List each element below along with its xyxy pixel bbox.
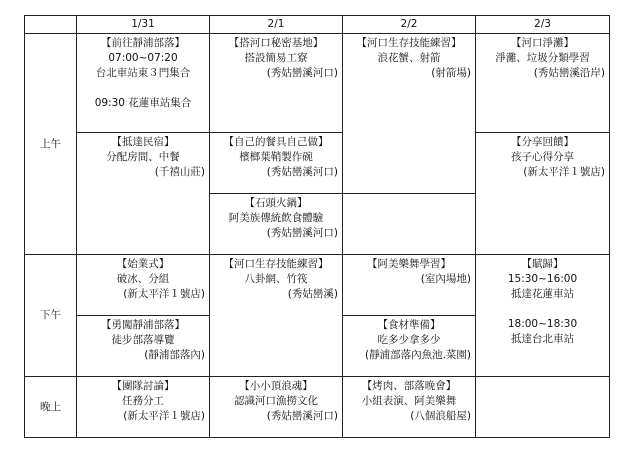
activity-title: 【河口淨灘】: [511, 37, 574, 49]
cell-d3-evening: [343, 377, 476, 438]
activity-title: 【賦歸】: [521, 258, 564, 270]
cell-d4-afternoon-1: [476, 255, 610, 377]
cell-d1-morning-1: [77, 34, 210, 133]
header-corner: [25, 16, 77, 34]
cell-d1-afternoon-1: [77, 255, 210, 316]
activity-place: (秀姑巒溪河口): [266, 166, 338, 178]
activity-title: 【石頭火鍋】: [244, 197, 308, 209]
activity-detail: 吃多少拿多少: [377, 334, 441, 346]
activity-detail: 搭設簡易工寮: [244, 52, 308, 64]
activity-place: (千禧山莊): [154, 166, 205, 178]
activity-place: (新太平洋１號店): [123, 410, 205, 422]
activity-title: 【烤肉、部落晚會】: [361, 380, 457, 392]
activity-title: 【分享回饋】: [511, 136, 574, 148]
activity-detail: 台北車站東３門集合: [95, 67, 191, 79]
activity-place: (秀姑巒溪河口): [266, 410, 338, 422]
header-row: [25, 16, 610, 34]
activity-title: 【勇闖靜浦部落】: [101, 319, 185, 331]
activity-title: 【始業式】: [116, 258, 170, 270]
activity-place: (秀姑巒溪): [287, 288, 338, 300]
cell-d3-morning-1: [343, 34, 476, 194]
activity-place: (秀姑巒溪河口): [266, 227, 338, 239]
activity-title: 【抵達民宿】: [111, 136, 175, 148]
morning-row-2: [25, 133, 610, 194]
morning-row-1: [25, 34, 610, 133]
schedule-table: [24, 15, 610, 438]
activity-place: (新太平洋１號店): [523, 166, 605, 178]
activity-title: 【小小頂浪魂】: [239, 380, 313, 392]
activity-detail: 八卦網、竹筏: [244, 273, 308, 285]
cell-d3-afternoon-2: [343, 316, 476, 377]
activity-place: (靜浦部落內): [144, 349, 205, 361]
header-day-1: 1/31: [77, 16, 210, 34]
activity-place: (八個浪船屋): [410, 410, 471, 422]
activity-title: 【食材準備】: [377, 319, 441, 331]
header-day-2: 2/1: [210, 16, 343, 34]
cell-d2-morning-2: [210, 133, 343, 194]
activity-title: 【河口生存技能練習】: [356, 37, 462, 49]
activity-place: (新太平洋１號店): [123, 288, 205, 300]
activity-place: (秀姑巒溪河口): [266, 67, 338, 79]
activity-detail: 浪花蟹、射箭: [377, 52, 441, 64]
activity-title: 【前往靜浦部落】: [101, 37, 185, 49]
activity-detail: 阿美族傳統飲食體驗: [228, 212, 324, 224]
activity-detail: 檳榔葉鞘製作碗: [239, 151, 313, 163]
cell-d4-morning-1: [476, 34, 610, 133]
cell-d2-morning-1: [210, 34, 343, 133]
activity-title: 【搭河口秘密基地】: [228, 37, 324, 49]
activity-place: (秀姑巒溪沿岸): [533, 67, 605, 79]
activity-place: (室內場地): [420, 273, 471, 285]
cell-d3-morning-empty: [343, 194, 476, 255]
cell-d4-morning-2: [476, 133, 610, 255]
activity-detail: 09:30 花蓮車站集合: [94, 97, 192, 109]
header-day-3: 2/2: [343, 16, 476, 34]
header-day-4: 2/3: [476, 16, 610, 34]
activity-title: 【團隊討論】: [111, 380, 175, 392]
activity-detail: 淨灘、垃圾分類學習: [495, 52, 590, 64]
activity-detail: 任務分工: [122, 395, 164, 407]
cell-d2-evening: [210, 377, 343, 438]
slot-afternoon: 下午: [25, 255, 77, 377]
cell-d1-morning-2: [77, 133, 210, 255]
cell-d3-afternoon-1: [343, 255, 476, 316]
cell-d4-evening-empty: [476, 377, 610, 438]
activity-detail: 破冰、分組: [116, 273, 170, 285]
cell-d1-afternoon-2: [77, 316, 210, 377]
slot-morning: 上午: [25, 34, 77, 255]
activity-place: (靜浦部落內魚池.菜園): [364, 349, 471, 361]
activity-time: 15:30~16:00: [507, 273, 578, 285]
cell-d2-afternoon-1: [210, 255, 343, 377]
activity-title: 【河口生存技能練習】: [223, 258, 329, 270]
activity-detail: 抵達台北車站: [511, 333, 574, 345]
activity-place: (射箭場): [431, 67, 471, 79]
activity-detail: 分配房間、中餐: [106, 151, 180, 163]
activity-detail: 徒步部落導覽: [111, 334, 175, 346]
afternoon-row-1: [25, 255, 610, 316]
activity-detail: 孩子心得分享: [511, 151, 574, 163]
evening-row: [25, 377, 610, 438]
activity-detail: 小組表演、阿美樂舞: [361, 395, 457, 407]
cell-d1-evening: [77, 377, 210, 438]
activity-detail: 抵達花蓮車站: [511, 288, 574, 300]
cell-d2-morning-3: [210, 194, 343, 255]
activity-time: 18:00~18:30: [507, 318, 578, 330]
activity-detail: 認識河口漁撈文化: [234, 395, 318, 407]
activity-title: 【阿美樂舞學習】: [367, 258, 451, 270]
activity-time: 07:00~07:20: [108, 52, 178, 64]
activity-title: 【自己的餐具自己做】: [223, 136, 329, 148]
slot-evening: 晚上: [25, 377, 77, 438]
